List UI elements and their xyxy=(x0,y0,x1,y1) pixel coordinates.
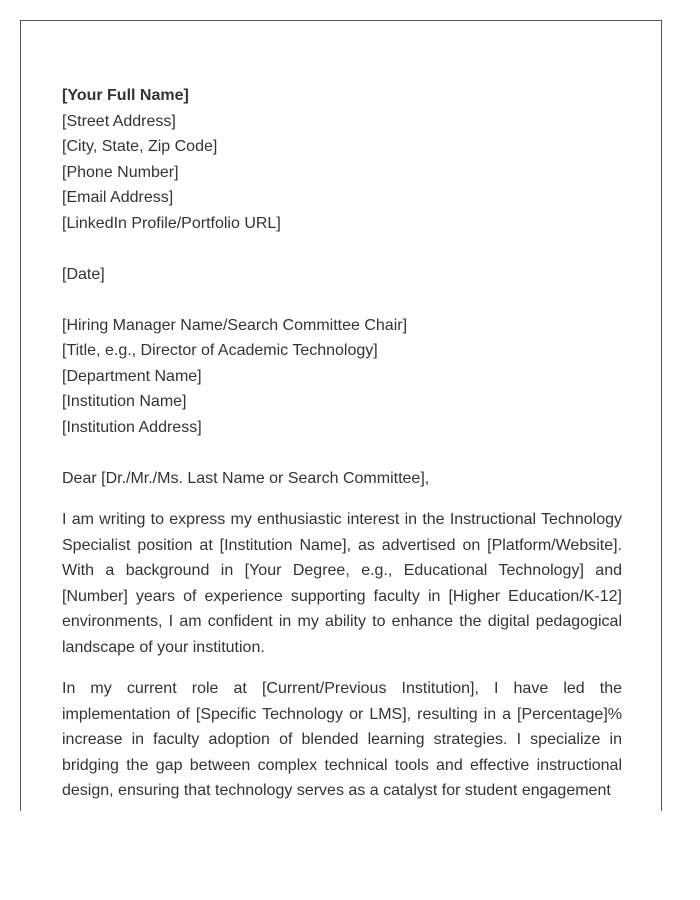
sender-email: [Email Address] xyxy=(62,189,174,206)
letter-date: [Date] xyxy=(62,265,105,283)
recipient-name: [Hiring Manager Name/Search Committee Chair] xyxy=(62,316,408,334)
sender-phone: [Phone Number] xyxy=(62,163,179,181)
sender-city: [City, State, Zip Code] xyxy=(62,138,218,155)
recipient-block xyxy=(62,313,622,441)
spacer xyxy=(62,287,622,313)
spacer xyxy=(62,236,622,262)
spacer xyxy=(62,440,622,466)
recipient-department: [Department Name] xyxy=(62,367,202,385)
letter-content xyxy=(62,83,622,804)
recipient-institution: [Institution Name] xyxy=(62,393,187,410)
sender-street: [Street Address] xyxy=(62,112,176,130)
body-paragraph-1: I am writing to express my enthusiastic interest in the Instructional Technology Specialist position at [Institution Name], as advertised on [Platform/Website]. With a background in [Your Degree, e.g., Educational Technology] and [Number] years of experience supporting faculty in [Higher Education/K-12] environments, I am confident in my ability to enhance the digital pedagogical landscape of your institution. xyxy=(62,511,622,656)
body-paragraph-2: In my current role at [Current/Previous Institution], I have led the implementation of [Specific Technology or LMS], resulting in a [Percentage]% increase in faculty adoption of blended learning strategies. I specialize in bridging the gap between complex technical tools and effective instructional design, ensuring that technology serves as a catalyst for student engagement xyxy=(62,680,622,799)
salutation: Dear [Dr./Mr./Ms. Last Name or Search Committee], xyxy=(62,469,430,487)
recipient-address: [Institution Address] xyxy=(62,418,202,436)
sender-block xyxy=(62,83,622,236)
sender-name: [Your Full Name] xyxy=(62,87,189,104)
sender-linkedin: [LinkedIn Profile/Portfolio URL] xyxy=(62,214,281,232)
letter-page xyxy=(20,20,662,811)
recipient-title: [Title, e.g., Director of Academic Technology] xyxy=(62,342,378,359)
